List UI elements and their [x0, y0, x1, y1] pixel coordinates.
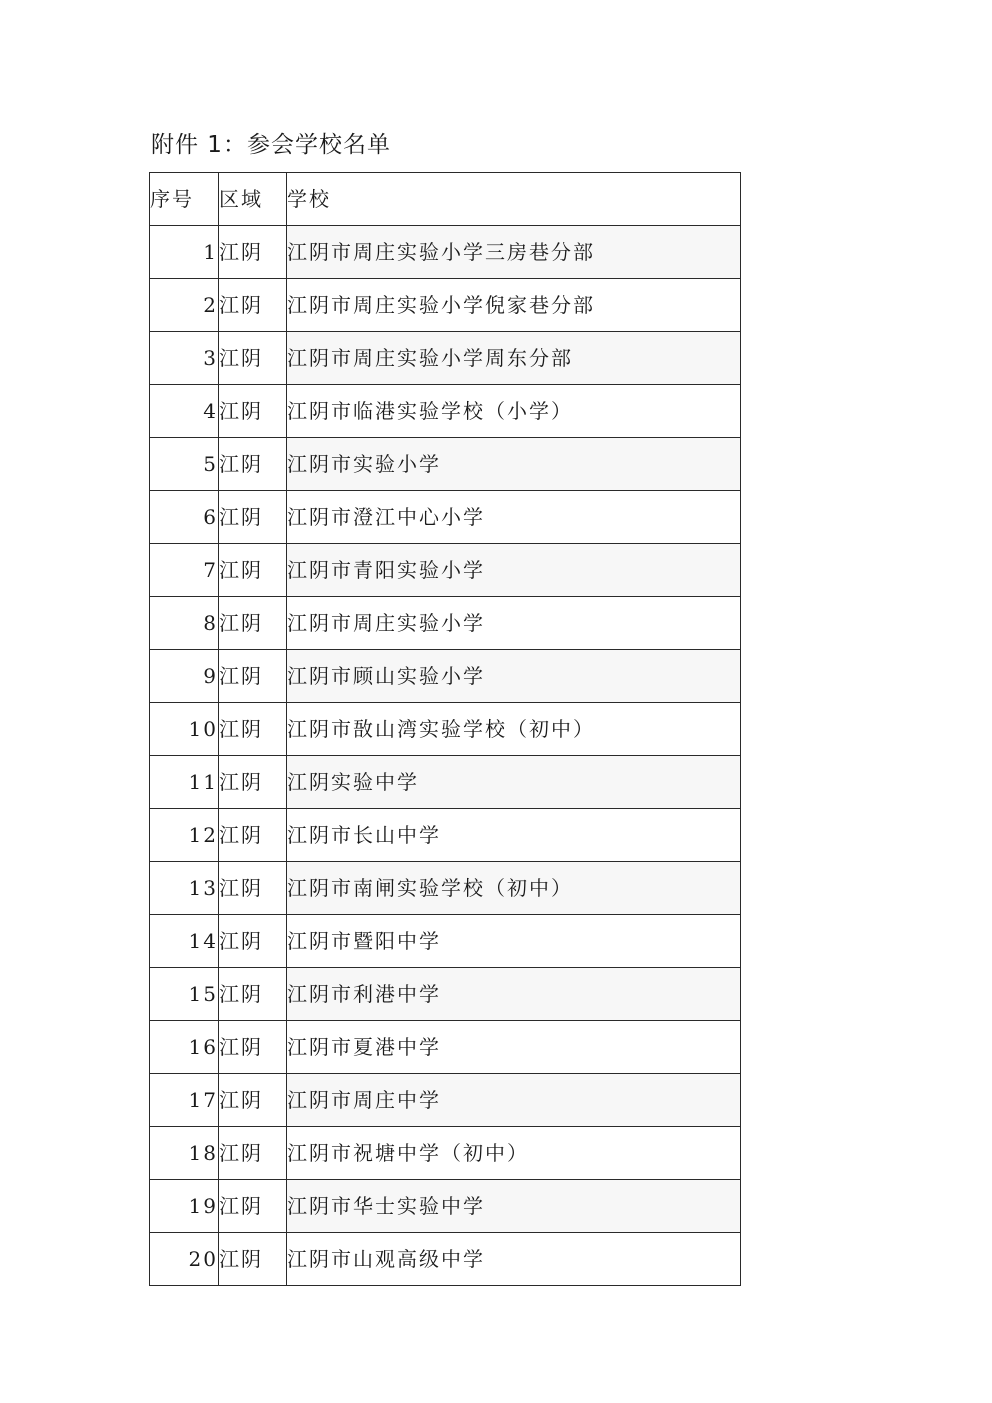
cell-region: 江阴 [219, 915, 287, 968]
table-row [150, 862, 741, 915]
table-row [150, 650, 741, 703]
cell-school: 江阴市山观高级中学 [287, 1233, 741, 1286]
table-row [150, 438, 741, 491]
cell-no: 12 [150, 809, 219, 862]
table-row [150, 1180, 741, 1233]
cell-school: 江阴市长山中学 [287, 809, 741, 862]
table-row [150, 703, 741, 756]
table-body [150, 173, 741, 1286]
table-row [150, 491, 741, 544]
cell-no: 14 [150, 915, 219, 968]
table-row [150, 385, 741, 438]
cell-school: 江阴市南闸实验学校（初中） [287, 862, 741, 915]
cell-no: 19 [150, 1180, 219, 1233]
header-school: 学校 [287, 173, 741, 226]
cell-region: 江阴 [219, 1127, 287, 1180]
school-list-table [149, 172, 741, 1286]
cell-no: 17 [150, 1074, 219, 1127]
cell-school: 江阴市实验小学 [287, 438, 741, 491]
cell-school: 江阴市周庄实验小学三房巷分部 [287, 226, 741, 279]
cell-school: 江阴市华士实验中学 [287, 1180, 741, 1233]
cell-no: 6 [150, 491, 219, 544]
cell-no: 1 [150, 226, 219, 279]
cell-region: 江阴 [219, 544, 287, 597]
table-header-row [150, 173, 741, 226]
cell-region: 江阴 [219, 1021, 287, 1074]
cell-region: 江阴 [219, 809, 287, 862]
page-title: 附件 1：参会学校名单 [151, 132, 391, 158]
table-row [150, 1074, 741, 1127]
table-row [150, 915, 741, 968]
cell-school: 江阴市周庄中学 [287, 1074, 741, 1127]
cell-school: 江阴市青阳实验小学 [287, 544, 741, 597]
cell-no: 10 [150, 703, 219, 756]
cell-no: 3 [150, 332, 219, 385]
table-row [150, 226, 741, 279]
cell-no: 15 [150, 968, 219, 1021]
cell-no: 5 [150, 438, 219, 491]
cell-school: 江阴市利港中学 [287, 968, 741, 1021]
cell-no: 2 [150, 279, 219, 332]
table-row [150, 1021, 741, 1074]
cell-region: 江阴 [219, 650, 287, 703]
cell-region: 江阴 [219, 1233, 287, 1286]
cell-no: 13 [150, 862, 219, 915]
cell-no: 18 [150, 1127, 219, 1180]
cell-school: 江阴市暨阳中学 [287, 915, 741, 968]
cell-region: 江阴 [219, 1074, 287, 1127]
cell-region: 江阴 [219, 385, 287, 438]
cell-school: 江阴市临港实验学校（小学） [287, 385, 741, 438]
cell-school: 江阴市周庄实验小学 [287, 597, 741, 650]
header-region: 区域 [219, 173, 287, 226]
cell-region: 江阴 [219, 279, 287, 332]
cell-school: 江阴实验中学 [287, 756, 741, 809]
cell-region: 江阴 [219, 226, 287, 279]
table-row [150, 968, 741, 1021]
cell-no: 11 [150, 756, 219, 809]
table-row [150, 332, 741, 385]
cell-no: 16 [150, 1021, 219, 1074]
cell-region: 江阴 [219, 703, 287, 756]
cell-region: 江阴 [219, 968, 287, 1021]
cell-region: 江阴 [219, 862, 287, 915]
cell-no: 8 [150, 597, 219, 650]
cell-no: 20 [150, 1233, 219, 1286]
table-row [150, 809, 741, 862]
table-row [150, 1233, 741, 1286]
cell-no: 4 [150, 385, 219, 438]
cell-region: 江阴 [219, 438, 287, 491]
cell-school: 江阴市敔山湾实验学校（初中） [287, 703, 741, 756]
cell-school: 江阴市周庄实验小学倪家巷分部 [287, 279, 741, 332]
table-row [150, 279, 741, 332]
table-row [150, 1127, 741, 1180]
table-row [150, 756, 741, 809]
table-row [150, 597, 741, 650]
header-no: 序号 [150, 173, 219, 226]
cell-region: 江阴 [219, 491, 287, 544]
cell-region: 江阴 [219, 597, 287, 650]
cell-school: 江阴市夏港中学 [287, 1021, 741, 1074]
cell-school: 江阴市祝塘中学（初中） [287, 1127, 741, 1180]
cell-school: 江阴市顾山实验小学 [287, 650, 741, 703]
cell-school: 江阴市周庄实验小学周东分部 [287, 332, 741, 385]
cell-no: 7 [150, 544, 219, 597]
cell-region: 江阴 [219, 1180, 287, 1233]
cell-school: 江阴市澄江中心小学 [287, 491, 741, 544]
cell-no: 9 [150, 650, 219, 703]
table-row [150, 544, 741, 597]
cell-region: 江阴 [219, 756, 287, 809]
cell-region: 江阴 [219, 332, 287, 385]
